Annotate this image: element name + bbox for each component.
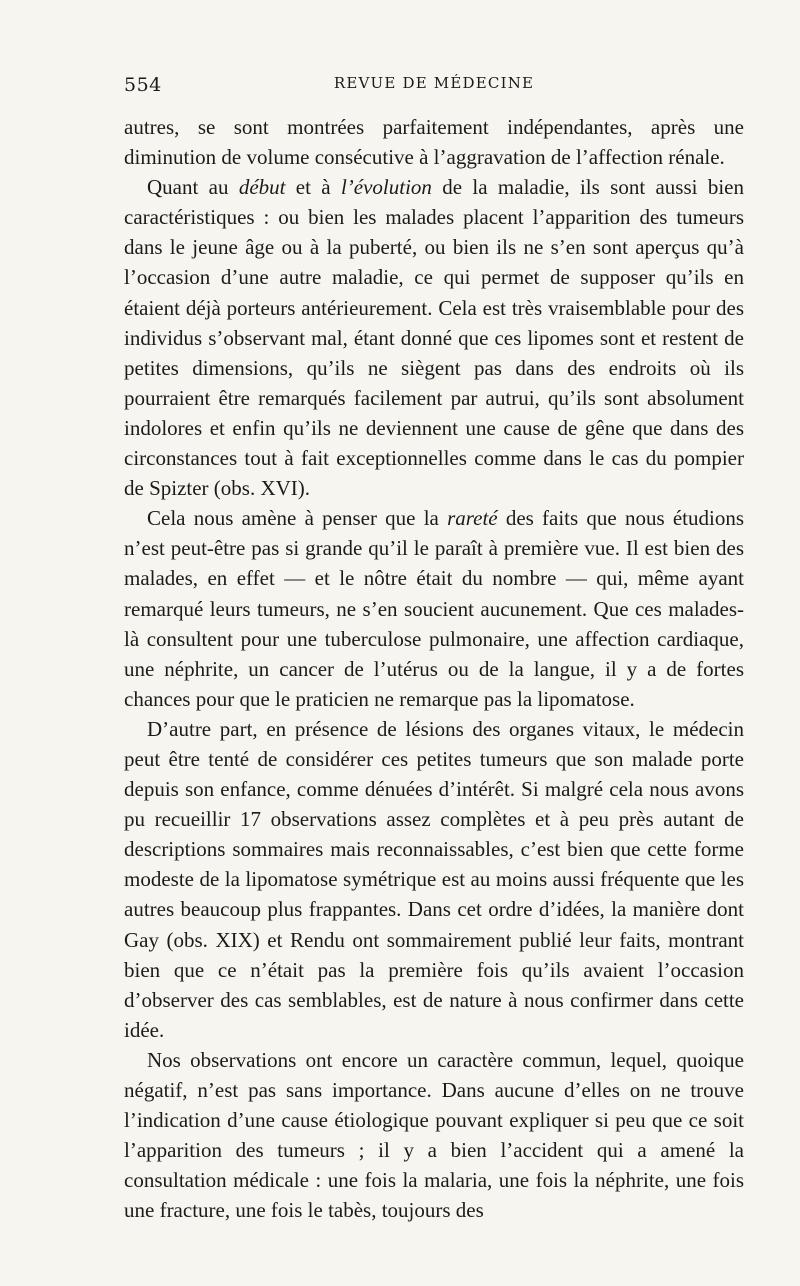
- emphasis-debut: début: [238, 175, 286, 200]
- paragraph-autre-part: [124, 714, 744, 1045]
- journal-title: REVUE DE MÉDECINE: [333, 74, 535, 92]
- paragraph-rarete: [124, 503, 744, 714]
- paragraph-debut-evolution: [124, 172, 744, 503]
- running-head: [124, 74, 744, 100]
- paragraph-text: et à: [285, 175, 341, 200]
- paragraph-text: des faits que nous étudions n’est peut-être pas si grande qu’il le paraît à première vue. Il est bien des malades, en effet — et le nôtre était du nombre — qui, même ayant remarqué leurs tumeurs, ne s’en soucient aucunement. Que ces malades-là consultent pour une tuberculose pulmonaire, une affection cardiaque, une néphrite, un cancer de l’utérus ou de la langue, il y a de fortes chances pour que le praticien ne remarque pas la lipomatose.: [124, 506, 744, 711]
- body-text: [124, 112, 744, 1225]
- paragraph-text: Cela nous amène à penser que la: [147, 506, 448, 531]
- paragraph-continuation: [124, 112, 744, 172]
- page-number: 554: [124, 74, 162, 96]
- paragraph-text: autres, se sont montrées parfaitement indépendantes, après une diminution de volume consécutive à l’aggravation de l’affection rénale.: [124, 115, 744, 170]
- paragraph-caractere-commun: [124, 1045, 744, 1226]
- paragraph-text: Nos observations ont encore un caractère commun, lequel, quoique négatif, n’est pas sans importance. Dans aucune d’elles on ne trouve l’indication d’une cause étiologique pouvant expliquer si peu que ce soit l’apparition des tumeurs ; il y a bien l’accident qui a amené la consultation médicale : une fois la malaria, une fois la néphrite, une fois une fracture, une fois le tabès, toujours des: [124, 1047, 744, 1223]
- emphasis-evolution: l’évolution: [340, 175, 432, 200]
- paragraph-text: de la maladie, ils sont aussi bien caractéristiques : ou bien les malades placent l’apparition des tumeurs dans le jeune âge ou à la puberté, ou bien ils ne s’en sont aperçus qu’à l’occasion d’une autre maladie, ce qui permet de supposer qu’ils en étaient déjà porteurs antérieurement. Cela est très vraisemblable pour des individus s’observant mal, étant donné que ces lipomes sont et restent de petites dimensions, qu’ils ne siègent pas dans des endroits où ils pourraient être remarqués facilement par autrui, qu’ils sont absolument indolores et enfin qu’ils ne deviennent une cause de gêne que dans des circonstances tout à fait exceptionnelles comme dans le cas du pompier de Spizter (obs. XVI).: [124, 175, 744, 501]
- paragraph-text: Quant au: [147, 175, 239, 200]
- emphasis-rarete: rareté: [447, 506, 498, 531]
- paragraph-text: D’autre part, en présence de lésions des organes vitaux, le médecin peut être tenté de considérer ces petites tumeurs que son malade porte depuis son enfance, comme dénuées d’intérêt. Si malgré cela nous avons pu recueillir 17 observations assez complètes et à peu près autant de descriptions sommaires mais reconnaissables, c’est bien que cette forme modeste de la lipomatose symétrique est au moins aussi fréquente que les autres beaucoup plus frappantes. Dans cet ordre d’idées, la manière dont Gay (obs. XIX) et Rendu ont sommairement publié leur faits, montrant bien que ce n’était pas la première fois qu’ils avaient l’occasion d’observer des cas semblables, est de nature à nous confirmer dans cette idée.: [124, 716, 744, 1042]
